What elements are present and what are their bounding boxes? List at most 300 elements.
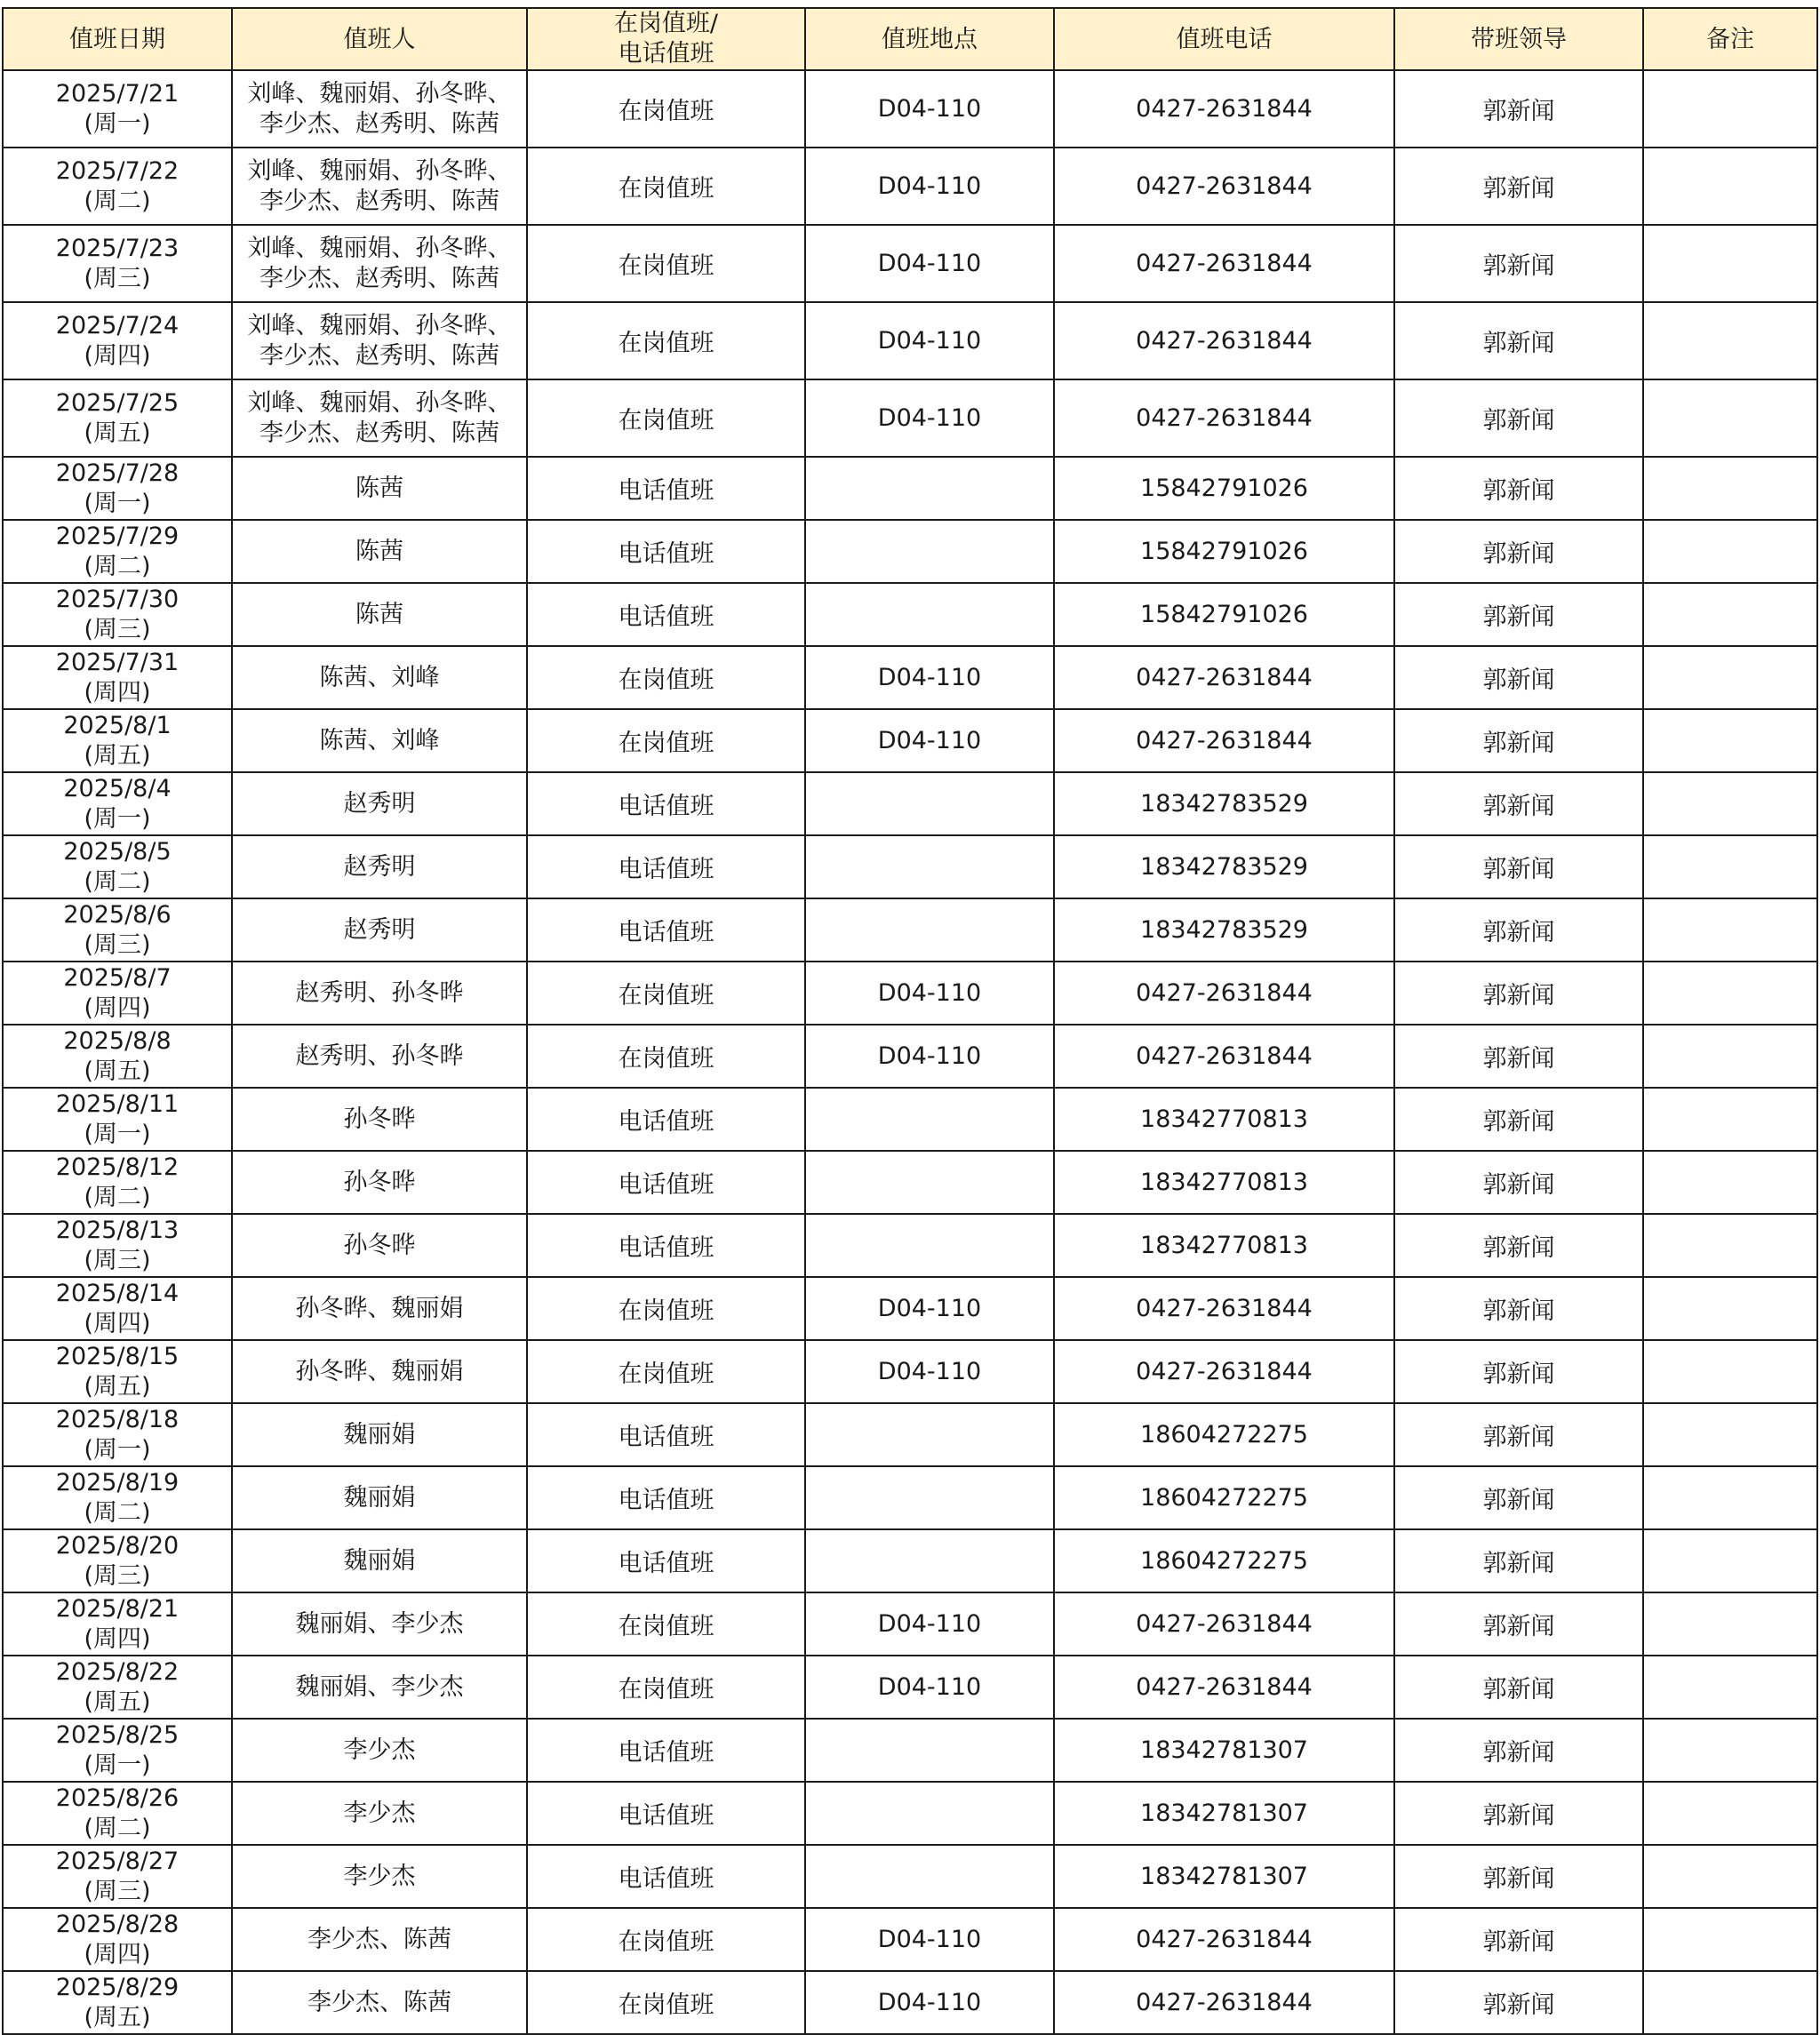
cell-phone[interactable]: 0427-2631844 <box>1054 1908 1394 1971</box>
cell-remark[interactable] <box>1643 1466 1817 1529</box>
staff-names: 赵秀明 <box>343 789 416 818</box>
cell-date[interactable] <box>3 1845 232 1908</box>
cell-date[interactable] <box>3 1656 232 1719</box>
cell-leader[interactable]: 郭新闻 <box>1394 148 1643 225</box>
weekday-value: (周四) <box>84 994 151 1022</box>
cell-location[interactable] <box>805 1403 1054 1466</box>
weekday-value: (周三) <box>84 1561 151 1590</box>
cell-location[interactable]: D04-110 <box>805 646 1054 709</box>
cell-phone[interactable]: 18604272275 <box>1054 1466 1394 1529</box>
cell-date[interactable] <box>3 1782 232 1845</box>
cell-staff[interactable] <box>232 1592 527 1656</box>
cell-phone[interactable]: 18342783529 <box>1054 835 1394 898</box>
cell-location[interactable]: D04-110 <box>805 1340 1054 1403</box>
cell-duty-type[interactable]: 电话值班 <box>527 520 805 583</box>
cell-location[interactable] <box>805 520 1054 583</box>
cell-phone[interactable]: 15842791026 <box>1054 520 1394 583</box>
cell-location[interactable] <box>805 1088 1054 1151</box>
cell-date[interactable] <box>3 70 232 148</box>
cell-remark[interactable] <box>1643 772 1817 835</box>
cell-leader[interactable]: 郭新闻 <box>1394 583 1643 646</box>
cell-phone[interactable]: 18342781307 <box>1054 1845 1394 1908</box>
cell-location[interactable]: D04-110 <box>805 225 1054 302</box>
cell-staff[interactable] <box>232 1719 527 1782</box>
weekday-value: (周五) <box>84 1372 151 1401</box>
weekday-value: (周三) <box>84 1246 151 1274</box>
cell-leader[interactable]: 郭新闻 <box>1394 457 1643 520</box>
cell-staff[interactable] <box>232 646 527 709</box>
staff-names: 孙冬晔、魏丽娟 <box>295 1357 464 1385</box>
cell-remark[interactable] <box>1643 709 1817 772</box>
cell-leader[interactable]: 郭新闻 <box>1394 1277 1643 1340</box>
cell-duty-type[interactable]: 在岗值班 <box>527 709 805 772</box>
cell-leader[interactable]: 郭新闻 <box>1394 962 1643 1025</box>
cell-staff[interactable] <box>232 962 527 1025</box>
weekday-value: (周五) <box>84 1057 151 1085</box>
staff-names: 李少杰 <box>343 1799 416 1827</box>
staff-names: 陈茜、刘峰 <box>319 663 440 691</box>
cell-location[interactable] <box>805 1719 1054 1782</box>
cell-phone[interactable]: 18342770813 <box>1054 1214 1394 1277</box>
cell-duty-type[interactable]: 在岗值班 <box>527 1025 805 1088</box>
weekday-value: (周三) <box>84 1877 151 1905</box>
cell-staff[interactable] <box>232 1214 527 1277</box>
cell-leader[interactable]: 郭新闻 <box>1394 772 1643 835</box>
staff-names: 刘峰、魏丽娟、孙冬晔、 <box>247 388 512 417</box>
header-phone[interactable]: 值班电话 <box>1054 8 1394 70</box>
cell-remark[interactable] <box>1643 148 1817 225</box>
weekday-value: (周二) <box>84 867 151 896</box>
cell-phone[interactable]: 0427-2631844 <box>1054 1592 1394 1656</box>
date-value: 2025/8/14 <box>55 1279 180 1307</box>
cell-date[interactable] <box>3 1529 232 1592</box>
cell-phone[interactable]: 0427-2631844 <box>1054 1971 1394 2034</box>
cell-remark[interactable] <box>1643 1340 1817 1403</box>
cell-phone[interactable]: 15842791026 <box>1054 583 1394 646</box>
cell-leader[interactable]: 郭新闻 <box>1394 1151 1643 1214</box>
cell-staff[interactable] <box>232 225 527 302</box>
cell-date[interactable] <box>3 148 232 225</box>
date-value: 2025/8/25 <box>55 1720 180 1749</box>
cell-duty-type[interactable]: 电话值班 <box>527 1719 805 1782</box>
cell-duty-type[interactable]: 在岗值班 <box>527 1971 805 2034</box>
weekday-value: (周五) <box>84 419 151 447</box>
date-value: 2025/7/31 <box>55 648 180 676</box>
cell-staff[interactable] <box>232 583 527 646</box>
cell-staff[interactable] <box>232 1340 527 1403</box>
cell-location[interactable] <box>805 1782 1054 1845</box>
cell-location[interactable]: D04-110 <box>805 1656 1054 1719</box>
cell-remark[interactable] <box>1643 302 1817 379</box>
cell-leader[interactable]: 郭新闻 <box>1394 225 1643 302</box>
cell-duty-type[interactable]: 在岗值班 <box>527 379 805 457</box>
cell-location[interactable] <box>805 1529 1054 1592</box>
cell-phone[interactable]: 18342783529 <box>1054 898 1394 962</box>
date-value: 2025/8/6 <box>63 900 172 929</box>
table-row <box>3 1277 1817 1340</box>
weekday-value: (周二) <box>84 552 151 580</box>
header-staff[interactable]: 值班人 <box>232 8 527 70</box>
weekday-value: (周二) <box>84 1183 151 1211</box>
date-value: 2025/8/7 <box>63 963 172 992</box>
staff-names: 刘峰、魏丽娟、孙冬晔、 <box>247 234 512 262</box>
cell-leader[interactable]: 郭新闻 <box>1394 835 1643 898</box>
table-body <box>3 70 1817 2034</box>
cell-duty-type[interactable]: 电话值班 <box>527 457 805 520</box>
cell-location[interactable]: D04-110 <box>805 1277 1054 1340</box>
cell-leader[interactable]: 郭新闻 <box>1394 1403 1643 1466</box>
cell-leader[interactable]: 郭新闻 <box>1394 1719 1643 1782</box>
cell-remark[interactable] <box>1643 646 1817 709</box>
cell-leader[interactable]: 郭新闻 <box>1394 302 1643 379</box>
cell-duty-type[interactable]: 在岗值班 <box>527 148 805 225</box>
cell-date[interactable] <box>3 835 232 898</box>
table-row <box>3 70 1817 148</box>
cell-phone[interactable]: 18342781307 <box>1054 1719 1394 1782</box>
cell-remark[interactable] <box>1643 962 1817 1025</box>
cell-remark[interactable] <box>1643 1277 1817 1340</box>
weekday-value: (周五) <box>84 2003 151 2031</box>
cell-staff[interactable] <box>232 709 527 772</box>
cell-remark[interactable] <box>1643 898 1817 962</box>
cell-remark[interactable] <box>1643 1403 1817 1466</box>
staff-names: 魏丽娟 <box>343 1483 416 1512</box>
table-row <box>3 1088 1817 1151</box>
staff-names: 赵秀明、孙冬晔 <box>295 978 464 1007</box>
header-row <box>3 8 1817 70</box>
cell-date[interactable] <box>3 772 232 835</box>
table-row <box>3 1971 1817 2034</box>
cell-phone[interactable]: 0427-2631844 <box>1054 962 1394 1025</box>
cell-phone[interactable]: 18342770813 <box>1054 1088 1394 1151</box>
table-row <box>3 457 1817 520</box>
weekday-value: (周三) <box>84 930 151 959</box>
cell-location[interactable]: D04-110 <box>805 1908 1054 1971</box>
cell-date[interactable] <box>3 1403 232 1466</box>
cell-phone[interactable]: 0427-2631844 <box>1054 70 1394 148</box>
cell-duty-type[interactable]: 电话值班 <box>527 835 805 898</box>
staff-names: 赵秀明 <box>343 915 416 944</box>
weekday-value: (周二) <box>84 187 151 215</box>
cell-date[interactable] <box>3 709 232 772</box>
header-leader[interactable]: 带班领导 <box>1394 8 1643 70</box>
cell-staff[interactable] <box>232 1782 527 1845</box>
cell-phone[interactable]: 0427-2631844 <box>1054 379 1394 457</box>
cell-date[interactable] <box>3 1592 232 1656</box>
header-remark[interactable]: 备注 <box>1643 8 1817 70</box>
cell-remark[interactable] <box>1643 1025 1817 1088</box>
date-value: 2025/8/5 <box>63 837 172 866</box>
cell-duty-type[interactable]: 在岗值班 <box>527 1340 805 1403</box>
cell-remark[interactable] <box>1643 1656 1817 1719</box>
cell-location[interactable] <box>805 1845 1054 1908</box>
header-duty-type-line2: 电话值班 <box>618 40 714 68</box>
cell-date[interactable] <box>3 457 232 520</box>
cell-date[interactable] <box>3 520 232 583</box>
cell-location[interactable] <box>805 835 1054 898</box>
cell-leader[interactable]: 郭新闻 <box>1394 1845 1643 1908</box>
date-value: 2025/7/30 <box>55 585 180 613</box>
staff-names: 赵秀明、孙冬晔 <box>295 1041 464 1070</box>
staff-names: 李少杰、赵秀明、陈茜 <box>259 109 499 138</box>
cell-location[interactable] <box>805 1214 1054 1277</box>
cell-location[interactable]: D04-110 <box>805 302 1054 379</box>
cell-duty-type[interactable]: 电话值班 <box>527 583 805 646</box>
date-value: 2025/8/8 <box>63 1026 172 1055</box>
staff-names: 李少杰 <box>343 1736 416 1764</box>
cell-date[interactable] <box>3 1466 232 1529</box>
cell-leader[interactable]: 郭新闻 <box>1394 1971 1643 2034</box>
cell-staff[interactable] <box>232 898 527 962</box>
cell-leader[interactable]: 郭新闻 <box>1394 1656 1643 1719</box>
cell-leader[interactable]: 郭新闻 <box>1394 1088 1643 1151</box>
cell-duty-type[interactable]: 电话值班 <box>527 1214 805 1277</box>
table-row <box>3 1340 1817 1403</box>
cell-location[interactable]: D04-110 <box>805 1025 1054 1088</box>
staff-names: 赵秀明 <box>343 852 416 881</box>
cell-duty-type[interactable]: 电话值班 <box>527 1529 805 1592</box>
cell-date[interactable] <box>3 1088 232 1151</box>
table-row <box>3 962 1817 1025</box>
cell-staff[interactable] <box>232 148 527 225</box>
cell-date[interactable] <box>3 225 232 302</box>
cell-staff[interactable] <box>232 1529 527 1592</box>
staff-names: 刘峰、魏丽娟、孙冬晔、 <box>247 79 512 108</box>
cell-location[interactable]: D04-110 <box>805 1592 1054 1656</box>
cell-date[interactable] <box>3 898 232 962</box>
weekday-value: (周三) <box>84 615 151 643</box>
cell-duty-type[interactable]: 在岗值班 <box>527 1908 805 1971</box>
cell-location[interactable]: D04-110 <box>805 379 1054 457</box>
cell-phone[interactable]: 0427-2631844 <box>1054 646 1394 709</box>
table-row <box>3 520 1817 583</box>
date-value: 2025/8/21 <box>55 1594 180 1623</box>
staff-names: 孙冬晔 <box>343 1105 416 1133</box>
cell-phone[interactable]: 0427-2631844 <box>1054 225 1394 302</box>
cell-phone[interactable]: 18342783529 <box>1054 772 1394 835</box>
weekday-value: (周四) <box>84 1940 151 1968</box>
table-row <box>3 898 1817 962</box>
cell-remark[interactable] <box>1643 457 1817 520</box>
cell-staff[interactable] <box>232 1025 527 1088</box>
header-date[interactable]: 值班日期 <box>3 8 232 70</box>
cell-location[interactable]: D04-110 <box>805 962 1054 1025</box>
cell-date[interactable] <box>3 1277 232 1340</box>
cell-phone[interactable]: 0427-2631844 <box>1054 1340 1394 1403</box>
cell-remark[interactable] <box>1643 1845 1817 1908</box>
cell-remark[interactable] <box>1643 225 1817 302</box>
cell-date[interactable] <box>3 1908 232 1971</box>
cell-duty-type[interactable]: 电话值班 <box>527 1088 805 1151</box>
cell-remark[interactable] <box>1643 520 1817 583</box>
date-value: 2025/7/23 <box>55 234 180 262</box>
cell-location[interactable] <box>805 1466 1054 1529</box>
cell-location[interactable] <box>805 583 1054 646</box>
cell-date[interactable] <box>3 1719 232 1782</box>
cell-staff[interactable] <box>232 1403 527 1466</box>
cell-staff[interactable] <box>232 1908 527 1971</box>
cell-phone[interactable]: 18604272275 <box>1054 1403 1394 1466</box>
staff-names: 李少杰、陈茜 <box>307 1988 451 2016</box>
date-value: 2025/8/13 <box>55 1216 180 1244</box>
cell-duty-type[interactable]: 电话值班 <box>527 1466 805 1529</box>
cell-phone[interactable]: 0427-2631844 <box>1054 148 1394 225</box>
cell-date[interactable] <box>3 583 232 646</box>
cell-remark[interactable] <box>1643 1529 1817 1592</box>
cell-duty-type[interactable]: 电话值班 <box>527 1845 805 1908</box>
table-row <box>3 379 1817 457</box>
cell-phone[interactable]: 18604272275 <box>1054 1529 1394 1592</box>
cell-staff[interactable] <box>232 457 527 520</box>
date-value: 2025/8/20 <box>55 1531 180 1560</box>
cell-leader[interactable]: 郭新闻 <box>1394 1782 1643 1845</box>
cell-leader[interactable]: 郭新闻 <box>1394 1214 1643 1277</box>
cell-leader[interactable]: 郭新闻 <box>1394 1466 1643 1529</box>
cell-staff[interactable] <box>232 1845 527 1908</box>
cell-phone[interactable]: 0427-2631844 <box>1054 302 1394 379</box>
table-row <box>3 1025 1817 1088</box>
cell-remark[interactable] <box>1643 1908 1817 1971</box>
cell-remark[interactable] <box>1643 1088 1817 1151</box>
date-value: 2025/8/18 <box>55 1405 180 1433</box>
date-value: 2025/8/12 <box>55 1153 180 1181</box>
staff-names: 刘峰、魏丽娟、孙冬晔、 <box>247 311 512 339</box>
cell-leader[interactable]: 郭新闻 <box>1394 709 1643 772</box>
cell-remark[interactable] <box>1643 1782 1817 1845</box>
staff-names: 孙冬晔 <box>343 1231 416 1259</box>
cell-staff[interactable] <box>232 70 527 148</box>
cell-staff[interactable] <box>232 835 527 898</box>
cell-date[interactable] <box>3 379 232 457</box>
cell-remark[interactable] <box>1643 379 1817 457</box>
cell-leader[interactable]: 郭新闻 <box>1394 520 1643 583</box>
cell-location[interactable] <box>805 898 1054 962</box>
cell-duty-type[interactable]: 在岗值班 <box>527 225 805 302</box>
staff-names: 魏丽娟、李少杰 <box>295 1672 464 1701</box>
cell-staff[interactable] <box>232 1151 527 1214</box>
staff-names: 李少杰、赵秀明、陈茜 <box>259 264 499 292</box>
cell-duty-type[interactable]: 在岗值班 <box>527 302 805 379</box>
staff-names: 魏丽娟 <box>343 1546 416 1575</box>
cell-staff[interactable] <box>232 379 527 457</box>
cell-staff[interactable] <box>232 1466 527 1529</box>
cell-location[interactable] <box>805 772 1054 835</box>
cell-leader[interactable]: 郭新闻 <box>1394 70 1643 148</box>
date-value: 2025/7/25 <box>55 388 180 417</box>
cell-duty-type[interactable]: 在岗值班 <box>527 1592 805 1656</box>
cell-leader[interactable]: 郭新闻 <box>1394 646 1643 709</box>
date-value: 2025/8/29 <box>55 1973 180 2001</box>
weekday-value: (周二) <box>84 1498 151 1527</box>
weekday-value: (周一) <box>84 804 151 833</box>
cell-duty-type[interactable]: 在岗值班 <box>527 962 805 1025</box>
duty-schedule-table <box>2 7 1818 2035</box>
date-value: 2025/8/28 <box>55 1910 180 1938</box>
cell-leader[interactable]: 郭新闻 <box>1394 379 1643 457</box>
cell-leader[interactable]: 郭新闻 <box>1394 1908 1643 1971</box>
cell-staff[interactable] <box>232 1088 527 1151</box>
header-duty-type[interactable] <box>527 8 805 70</box>
cell-date[interactable] <box>3 302 232 379</box>
date-value: 2025/7/21 <box>55 79 180 108</box>
cell-staff[interactable] <box>232 302 527 379</box>
cell-date[interactable] <box>3 1025 232 1088</box>
cell-staff[interactable] <box>232 520 527 583</box>
cell-staff[interactable] <box>232 1277 527 1340</box>
cell-duty-type[interactable]: 电话值班 <box>527 1151 805 1214</box>
cell-phone[interactable]: 18342770813 <box>1054 1151 1394 1214</box>
cell-duty-type[interactable]: 电话值班 <box>527 1782 805 1845</box>
cell-phone[interactable]: 0427-2631844 <box>1054 709 1394 772</box>
cell-location[interactable] <box>805 1151 1054 1214</box>
cell-duty-type[interactable]: 在岗值班 <box>527 1277 805 1340</box>
cell-remark[interactable] <box>1643 835 1817 898</box>
cell-remark[interactable] <box>1643 1214 1817 1277</box>
cell-phone[interactable]: 0427-2631844 <box>1054 1656 1394 1719</box>
cell-location[interactable]: D04-110 <box>805 148 1054 225</box>
cell-leader[interactable]: 郭新闻 <box>1394 1529 1643 1592</box>
cell-location[interactable] <box>805 457 1054 520</box>
date-value: 2025/7/24 <box>55 311 180 339</box>
cell-date[interactable] <box>3 646 232 709</box>
cell-remark[interactable] <box>1643 70 1817 148</box>
header-location[interactable]: 值班地点 <box>805 8 1054 70</box>
table-header <box>3 8 1817 70</box>
cell-date[interactable] <box>3 1214 232 1277</box>
cell-location[interactable]: D04-110 <box>805 1971 1054 2034</box>
cell-duty-type[interactable]: 在岗值班 <box>527 70 805 148</box>
date-value: 2025/7/29 <box>55 522 180 550</box>
cell-leader[interactable]: 郭新闻 <box>1394 1340 1643 1403</box>
cell-phone[interactable]: 0427-2631844 <box>1054 1025 1394 1088</box>
date-value: 2025/8/4 <box>63 774 172 802</box>
table-row <box>3 148 1817 225</box>
cell-remark[interactable] <box>1643 1971 1817 2034</box>
cell-remark[interactable] <box>1643 1151 1817 1214</box>
cell-remark[interactable] <box>1643 1719 1817 1782</box>
cell-staff[interactable] <box>232 1656 527 1719</box>
cell-date[interactable] <box>3 1340 232 1403</box>
cell-staff[interactable] <box>232 1971 527 2034</box>
cell-date[interactable] <box>3 1151 232 1214</box>
cell-duty-type[interactable]: 在岗值班 <box>527 646 805 709</box>
cell-phone[interactable]: 15842791026 <box>1054 457 1394 520</box>
cell-remark[interactable] <box>1643 583 1817 646</box>
cell-phone[interactable]: 0427-2631844 <box>1054 1277 1394 1340</box>
cell-leader[interactable]: 郭新闻 <box>1394 1592 1643 1656</box>
table-row <box>3 1529 1817 1592</box>
cell-leader[interactable]: 郭新闻 <box>1394 898 1643 962</box>
cell-duty-type[interactable]: 电话值班 <box>527 772 805 835</box>
cell-duty-type[interactable]: 电话值班 <box>527 898 805 962</box>
cell-remark[interactable] <box>1643 1592 1817 1656</box>
table-row <box>3 1151 1817 1214</box>
cell-date[interactable] <box>3 1971 232 2034</box>
staff-names: 魏丽娟、李少杰 <box>295 1609 464 1638</box>
cell-duty-type[interactable]: 在岗值班 <box>527 1656 805 1719</box>
staff-names: 陈茜 <box>355 600 403 628</box>
cell-staff[interactable] <box>232 772 527 835</box>
cell-location[interactable]: D04-110 <box>805 709 1054 772</box>
cell-leader[interactable]: 郭新闻 <box>1394 1025 1643 1088</box>
cell-duty-type[interactable]: 电话值班 <box>527 1403 805 1466</box>
weekday-value: (周一) <box>84 109 151 138</box>
cell-date[interactable] <box>3 962 232 1025</box>
cell-phone[interactable]: 18342781307 <box>1054 1782 1394 1845</box>
staff-names: 魏丽娟 <box>343 1420 416 1448</box>
cell-location[interactable]: D04-110 <box>805 70 1054 148</box>
table-row <box>3 1214 1817 1277</box>
